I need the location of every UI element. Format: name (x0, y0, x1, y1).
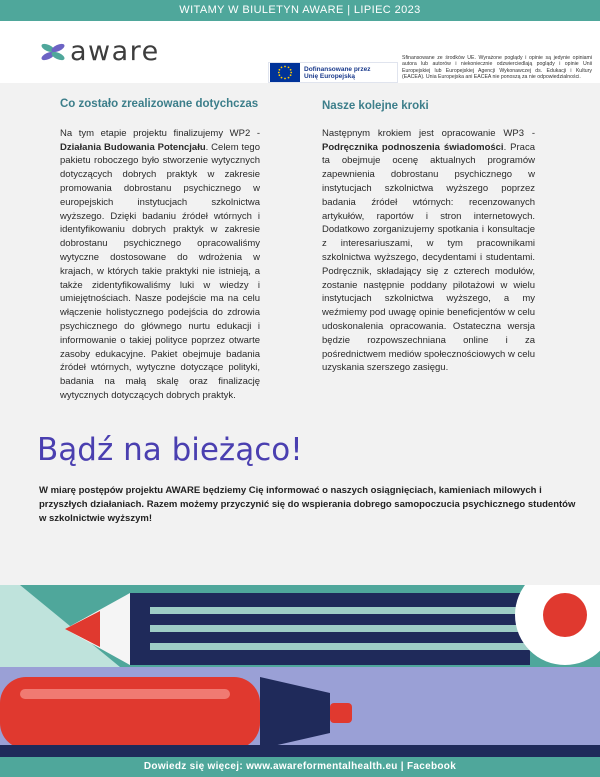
pencil-stripe-2 (150, 625, 530, 632)
pencil-stripe-1 (150, 607, 530, 614)
pencil-stripe-3 (150, 643, 530, 650)
footer (0, 757, 600, 777)
pencil-eraser (543, 593, 587, 637)
marker-body (0, 677, 260, 749)
website-link[interactable]: www.awareformentalhealth.eu (246, 761, 398, 772)
left-column (60, 98, 260, 403)
left-column-text: Na tym etapie projektu finalizujemy WP2 - Działania Budowania Potencjału. Celem tego pakietu roboczego było stworzenie wytycznych dotyczących dobrych praktyk w zakresie promowania dobrostanu psychicznego w europejskich instytucjach szkolnictwa wyższego. Dzięki badaniu źródeł wtórnych i identyfikowaniu dobrych praktyk w zakresie dobrostanu psychicznego opracowaliśmy wytyczne dostosowane do wdrożenia w krajach, w których takie praktyki nie istnieją, a także zidentyfikowaliśmy luki w wiedzy i umiejętnościach. Nasze podejście ma na celu włączenie holistycznego podejścia do zdrowia psychicznego do głównego nurtu edukacji i informowanie o takiej polityce poprzez otwarte zasoby edukacyjne. Pakiet obejmuje badania źródeł wtórnych, wytyczne dotyczące polityki, badania na małą skalę oraz finalizację wytycznych dotyczących dobrych praktyk. (60, 127, 260, 401)
right-column-text: Następnym krokiem jest opracowanie WP3 - Podręcznika podnoszenia świadomości. Praca ta obejmuje ocenę aktualnych programów zapewnienia dobrostanu psychicznego w instytucjach szkolnictwa wyższego poprzez badania źródeł wtórnych: recenzowanych artykułów, raportów i stron internetowych. Dodatkowo zorganizujemy spotkania i konsultacje z interesariuszami, w tym pracownikami szkolnictwa wyższego, decydentami i studentami. Podręcznik, składający się z czterech modułów, zostanie następnie poddany pilotażowi w wielu instytucjach szkolnictwa wyższego, a my weźmiemy pod uwagę opinie beneficjentów w celu udoskonalenia opracowania. Ostateczna wersja będzie rozpowszechniana online i za pośrednictwem mediów społecznościowych w celu uzyskania szerszego zasięgu. (322, 127, 535, 374)
right-column-heading: Nasze kolejne kroki (322, 100, 429, 112)
facebook-link[interactable]: Facebook (406, 761, 457, 772)
footer-prefix: Dowiedz się więcej: (143, 761, 247, 772)
eu-funding-badge (268, 62, 398, 83)
stay-updated-text: W miarę postępów projektu AWARE będziemy Cię informować o naszych osiągnięciach, kamieniach milowych i przyszłych działaniach. Razem możemy przyczynić się do wspierania dobrego samopoczucia psychicznego studentów w szkolnictwie wyższym! (39, 485, 576, 524)
illustration-bottom-band (0, 745, 600, 757)
left-column-heading: Co zostało zrealizowane dotychczas (60, 98, 259, 110)
logo-text: aware (70, 36, 160, 67)
footer-separator: | (397, 761, 407, 772)
eu-badge-text: Dofinansowane przez Unię Europejską (304, 65, 371, 80)
marker-cap (20, 689, 230, 699)
decorative-illustration (0, 585, 600, 757)
newsletter-top-banner (0, 0, 600, 21)
marker-tip (330, 703, 352, 723)
eu-flag-icon (270, 63, 300, 82)
stay-updated-heading: Bądź na bieżąco! (37, 432, 303, 468)
aware-logo-icon (40, 41, 66, 63)
right-column (322, 100, 535, 375)
banner-title: WITAMY W BIULETYN AWARE | LIPIEC 2023 (179, 4, 421, 16)
eu-disclaimer: Sfinansowane ze środków UE. Wyrażone poglądy i opinie są jedynie opiniami autora lub autorów i niekoniecznie odzwierciedlają poglądy i opinie Unii Europejskiej lub Europejskiej Agencji Wykonawczej ds. Edukacji i Kultury (EACEA). Unia Europejska ani EACEA nie ponoszą za nie odpowiedzialności. (402, 55, 592, 81)
aware-logo[interactable] (40, 38, 160, 65)
header (0, 21, 600, 83)
